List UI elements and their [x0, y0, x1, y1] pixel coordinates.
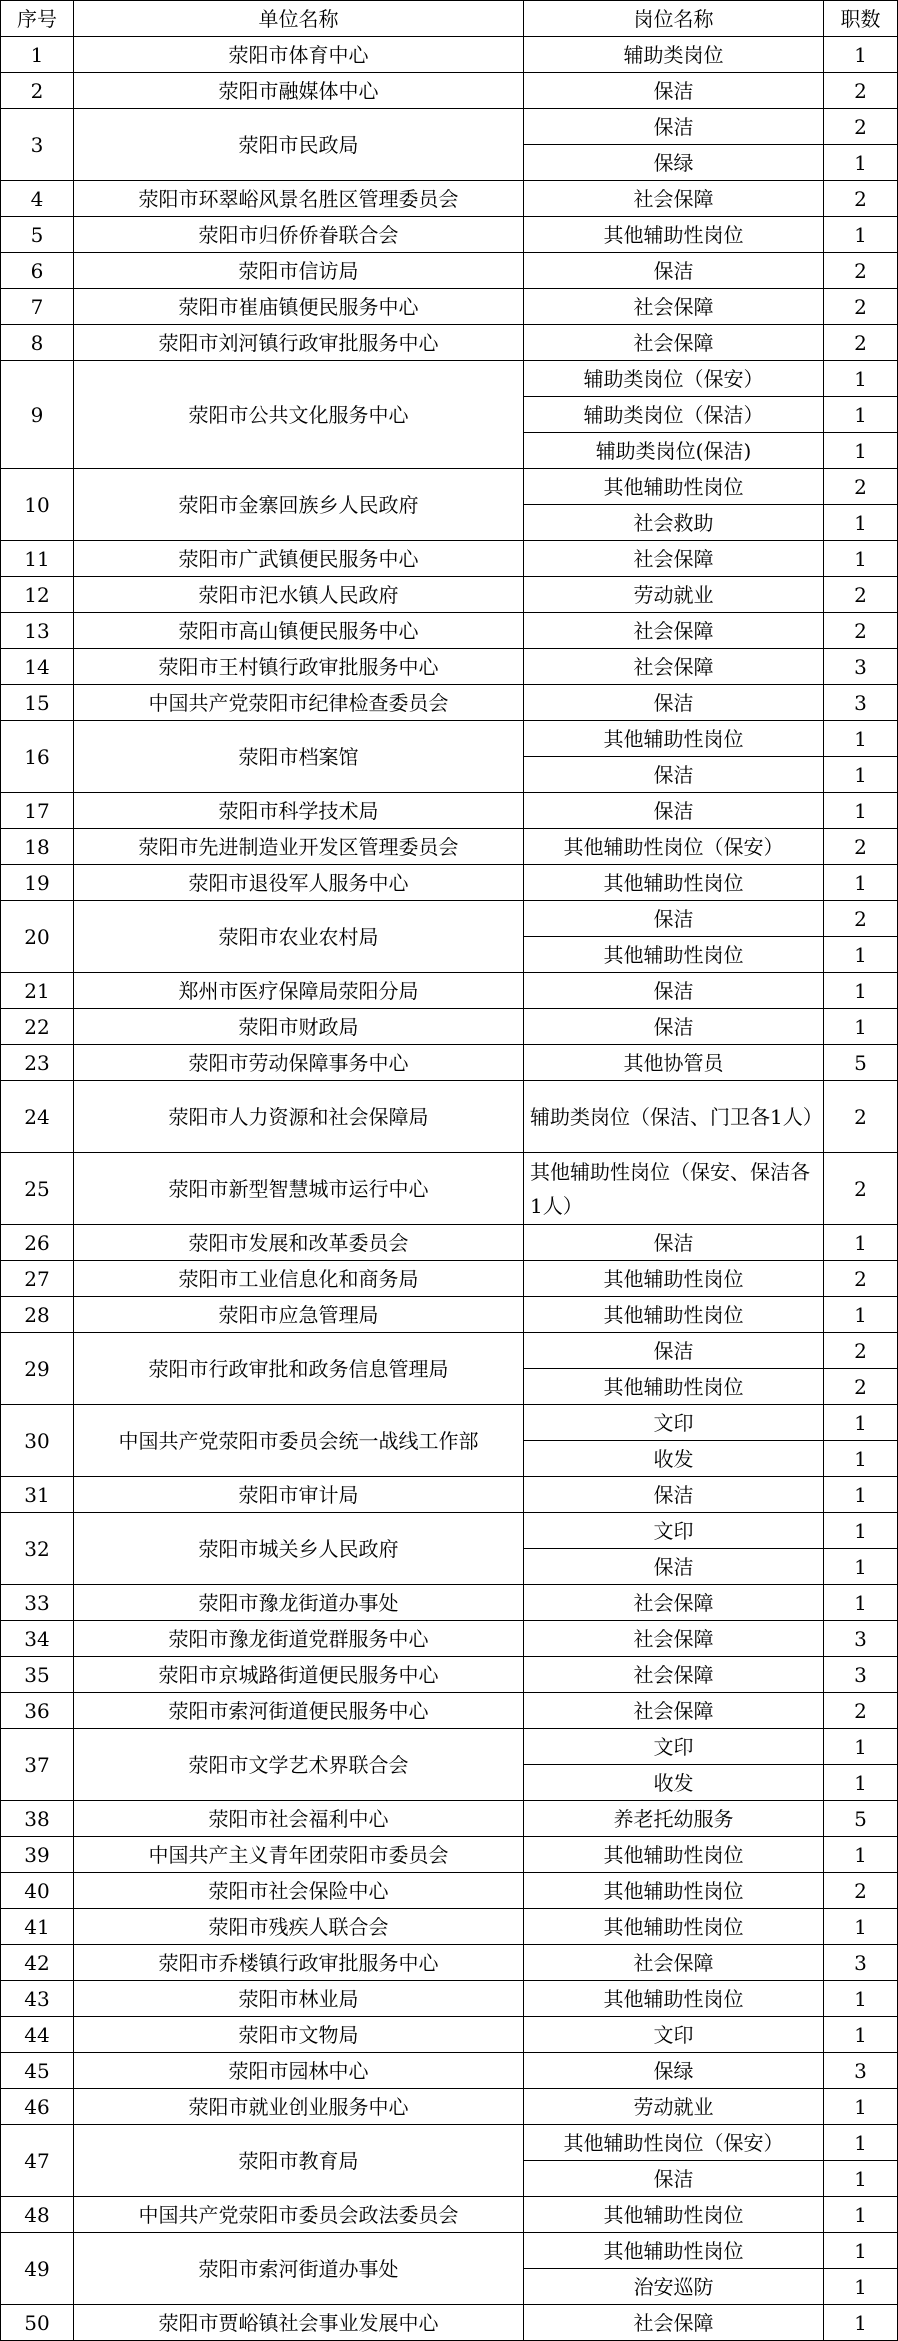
post-count: 1: [824, 1765, 898, 1801]
post-name: 文印: [524, 1729, 824, 1765]
unit-name: 荥阳市农业农村局: [74, 901, 524, 973]
post-count: 2: [824, 1261, 898, 1297]
unit-name: 荥阳市崔庙镇便民服务中心: [74, 289, 524, 325]
unit-name: 荥阳市发展和改革委员会: [74, 1225, 524, 1261]
table-row: [1, 2197, 898, 2233]
unit-name: 荥阳市融媒体中心: [74, 73, 524, 109]
unit-name: 荥阳市王村镇行政审批服务中心: [74, 649, 524, 685]
unit-name: 荥阳市档案馆: [74, 721, 524, 793]
post-name: 其他辅助性岗位: [524, 469, 824, 505]
unit-name: 荥阳市豫龙街道党群服务中心: [74, 1621, 524, 1657]
unit-name: 荥阳市乔楼镇行政审批服务中心: [74, 1945, 524, 1981]
table-row: [1, 1729, 898, 1765]
post-name: 辅助类岗位(保洁): [524, 433, 824, 469]
post-name: 社会保障: [524, 181, 824, 217]
row-number: 23: [1, 1045, 74, 1081]
table-row: [1, 2053, 898, 2089]
post-count: 3: [824, 2053, 898, 2089]
post-count: 1: [824, 217, 898, 253]
table-row: [1, 793, 898, 829]
post-count: 2: [824, 901, 898, 937]
unit-name: 荥阳市归侨侨眷联合会: [74, 217, 524, 253]
row-number: 37: [1, 1729, 74, 1801]
table-row: [1, 2017, 898, 2053]
post-count: 3: [824, 1657, 898, 1693]
row-number: 12: [1, 577, 74, 613]
table-row: [1, 1333, 898, 1369]
table-row: [1, 2305, 898, 2341]
table-row: [1, 1405, 898, 1441]
post-name: 社会保障: [524, 1693, 824, 1729]
post-name: 社会保障: [524, 325, 824, 361]
unit-name: 荥阳市退役军人服务中心: [74, 865, 524, 901]
post-name: 保洁: [524, 1009, 824, 1045]
post-count: 1: [824, 1405, 898, 1441]
post-count: 3: [824, 649, 898, 685]
unit-name: 荥阳市先进制造业开发区管理委员会: [74, 829, 524, 865]
post-name: 保洁: [524, 685, 824, 721]
post-count: 1: [824, 2305, 898, 2341]
header-post: 岗位名称: [524, 1, 824, 37]
post-name: 其他辅助性岗位: [524, 1981, 824, 2017]
post-name: 文印: [524, 2017, 824, 2053]
post-name: 其他辅助性岗位: [524, 1909, 824, 1945]
post-count: 2: [824, 829, 898, 865]
unit-name: 中国共产党荥阳市委员会政法委员会: [74, 2197, 524, 2233]
post-name: 其他辅助性岗位: [524, 2197, 824, 2233]
post-name: 其他辅助性岗位（保安）: [524, 829, 824, 865]
table-row: [1, 469, 898, 505]
post-name: 文印: [524, 1513, 824, 1549]
post-name: 其他辅助性岗位（保安、保洁各1人）: [524, 1153, 824, 1225]
row-number: 7: [1, 289, 74, 325]
post-name: 辅助类岗位（保洁、门卫各1人）: [524, 1081, 824, 1153]
row-number: 14: [1, 649, 74, 685]
row-number: 19: [1, 865, 74, 901]
unit-name: 荥阳市索河街道办事处: [74, 2233, 524, 2305]
post-name: 社会保障: [524, 649, 824, 685]
post-count: 2: [824, 1081, 898, 1153]
unit-name: 荥阳市劳动保障事务中心: [74, 1045, 524, 1081]
header-unit: 单位名称: [74, 1, 524, 37]
post-count: 2: [824, 1369, 898, 1405]
row-number: 11: [1, 541, 74, 577]
unit-name: 荥阳市索河街道便民服务中心: [74, 1693, 524, 1729]
unit-name: 荥阳市就业创业服务中心: [74, 2089, 524, 2125]
post-count: 2: [824, 613, 898, 649]
row-number: 32: [1, 1513, 74, 1585]
post-name: 社会保障: [524, 613, 824, 649]
post-count: 1: [824, 973, 898, 1009]
row-number: 45: [1, 2053, 74, 2089]
row-number: 4: [1, 181, 74, 217]
post-count: 2: [824, 1333, 898, 1369]
table-row: [1, 1837, 898, 1873]
unit-name: 荥阳市豫龙街道办事处: [74, 1585, 524, 1621]
table-row: [1, 361, 898, 397]
post-name: 劳动就业: [524, 2089, 824, 2125]
post-count: 2: [824, 577, 898, 613]
post-count: 1: [824, 1981, 898, 2017]
post-name: 辅助类岗位（保安）: [524, 361, 824, 397]
post-name: 保洁: [524, 253, 824, 289]
post-name: 其他辅助性岗位: [524, 1297, 824, 1333]
row-number: 8: [1, 325, 74, 361]
unit-name: 荥阳市审计局: [74, 1477, 524, 1513]
post-count: 1: [824, 865, 898, 901]
post-name: 其他辅助性岗位: [524, 865, 824, 901]
post-count: 2: [824, 469, 898, 505]
post-name: 治安巡防: [524, 2269, 824, 2305]
post-count: 1: [824, 361, 898, 397]
post-name: 保洁: [524, 793, 824, 829]
post-count: 1: [824, 2233, 898, 2269]
post-count: 1: [824, 1837, 898, 1873]
post-count: 2: [824, 181, 898, 217]
post-name: 社会救助: [524, 505, 824, 541]
row-number: 1: [1, 37, 74, 73]
post-count: 1: [824, 541, 898, 577]
post-count: 1: [824, 937, 898, 973]
post-name: 其他辅助性岗位: [524, 2233, 824, 2269]
row-number: 46: [1, 2089, 74, 2125]
post-name: 收发: [524, 1441, 824, 1477]
table-row: [1, 217, 898, 253]
table-row: [1, 541, 898, 577]
header-row: [1, 1, 898, 37]
row-number: 28: [1, 1297, 74, 1333]
post-count: 1: [824, 1585, 898, 1621]
post-count: 1: [824, 2125, 898, 2161]
post-name: 保洁: [524, 73, 824, 109]
unit-name: 荥阳市贾峪镇社会事业发展中心: [74, 2305, 524, 2341]
unit-name: 荥阳市信访局: [74, 253, 524, 289]
post-name: 保洁: [524, 1333, 824, 1369]
post-count: 1: [824, 2017, 898, 2053]
table-row: [1, 1657, 898, 1693]
unit-name: 荥阳市科学技术局: [74, 793, 524, 829]
post-name: 辅助类岗位（保洁）: [524, 397, 824, 433]
table-row: [1, 289, 898, 325]
post-name: 保洁: [524, 1549, 824, 1585]
unit-name: 荥阳市体育中心: [74, 37, 524, 73]
table-row: [1, 721, 898, 757]
row-number: 47: [1, 2125, 74, 2197]
post-name: 其他辅助性岗位: [524, 1837, 824, 1873]
unit-name: 荥阳市公共文化服务中心: [74, 361, 524, 469]
row-number: 44: [1, 2017, 74, 2053]
table-row: [1, 1873, 898, 1909]
table-row: [1, 2125, 898, 2161]
table-row: [1, 1585, 898, 1621]
table-row: [1, 1225, 898, 1261]
post-count: 3: [824, 1621, 898, 1657]
row-number: 13: [1, 613, 74, 649]
table-row: [1, 1801, 898, 1837]
post-count: 1: [824, 1909, 898, 1945]
row-number: 50: [1, 2305, 74, 2341]
post-name: 社会保障: [524, 541, 824, 577]
unit-name: 中国共产主义青年团荥阳市委员会: [74, 1837, 524, 1873]
row-number: 15: [1, 685, 74, 721]
table-row: [1, 973, 898, 1009]
row-number: 30: [1, 1405, 74, 1477]
post-count: 1: [824, 37, 898, 73]
post-count: 1: [824, 1297, 898, 1333]
post-name: 辅助类岗位: [524, 37, 824, 73]
post-name: 社会保障: [524, 1945, 824, 1981]
row-number: 17: [1, 793, 74, 829]
row-number: 38: [1, 1801, 74, 1837]
row-number: 3: [1, 109, 74, 181]
post-count: 2: [824, 1153, 898, 1225]
row-number: 9: [1, 361, 74, 469]
post-name: 社会保障: [524, 1621, 824, 1657]
post-count: 2: [824, 73, 898, 109]
post-name: 保洁: [524, 2161, 824, 2197]
table-row: [1, 1009, 898, 1045]
table-row: [1, 1477, 898, 1513]
unit-name: 荥阳市金寨回族乡人民政府: [74, 469, 524, 541]
row-number: 18: [1, 829, 74, 865]
post-count: 1: [824, 793, 898, 829]
post-count: 1: [824, 2089, 898, 2125]
table-row: [1, 1297, 898, 1333]
row-number: 10: [1, 469, 74, 541]
post-count: 5: [824, 1045, 898, 1081]
unit-name: 荥阳市文物局: [74, 2017, 524, 2053]
post-count: 2: [824, 1873, 898, 1909]
row-number: 40: [1, 1873, 74, 1909]
row-number: 48: [1, 2197, 74, 2233]
row-number: 34: [1, 1621, 74, 1657]
unit-name: 荥阳市民政局: [74, 109, 524, 181]
table-row: [1, 1981, 898, 2017]
post-count: 1: [824, 397, 898, 433]
post-count: 2: [824, 325, 898, 361]
unit-name: 荥阳市人力资源和社会保障局: [74, 1081, 524, 1153]
table-row: [1, 1081, 898, 1153]
table-row: [1, 829, 898, 865]
unit-name: 荥阳市京城路街道便民服务中心: [74, 1657, 524, 1693]
post-name: 保洁: [524, 901, 824, 937]
table-row: [1, 1621, 898, 1657]
post-name: 社会保障: [524, 1585, 824, 1621]
table-row: [1, 1909, 898, 1945]
unit-name: 荥阳市残疾人联合会: [74, 1909, 524, 1945]
unit-name: 荥阳市城关乡人民政府: [74, 1513, 524, 1585]
post-count: 1: [824, 757, 898, 793]
table-row: [1, 2233, 898, 2269]
post-count: 1: [824, 505, 898, 541]
table-row: [1, 613, 898, 649]
unit-name: 郑州市医疗保障局荥阳分局: [74, 973, 524, 1009]
table-row: [1, 1693, 898, 1729]
row-number: 29: [1, 1333, 74, 1405]
row-number: 21: [1, 973, 74, 1009]
unit-name: 荥阳市社会保险中心: [74, 1873, 524, 1909]
post-name: 劳动就业: [524, 577, 824, 613]
row-number: 6: [1, 253, 74, 289]
post-count: 3: [824, 1945, 898, 1981]
post-count: 1: [824, 145, 898, 181]
post-count: 1: [824, 433, 898, 469]
row-number: 5: [1, 217, 74, 253]
post-name: 其他协管员: [524, 1045, 824, 1081]
post-count: 1: [824, 1513, 898, 1549]
table-row: [1, 1261, 898, 1297]
row-number: 20: [1, 901, 74, 973]
unit-name: 荥阳市文学艺术界联合会: [74, 1729, 524, 1801]
post-name: 其他辅助性岗位: [524, 937, 824, 973]
post-count: 1: [824, 1225, 898, 1261]
post-name: 保洁: [524, 757, 824, 793]
unit-name: 荥阳市行政审批和政务信息管理局: [74, 1333, 524, 1405]
table-row: [1, 1153, 898, 1225]
post-count: 1: [824, 2269, 898, 2305]
table-row: [1, 109, 898, 145]
unit-name: 荥阳市财政局: [74, 1009, 524, 1045]
row-number: 49: [1, 2233, 74, 2305]
table-row: [1, 685, 898, 721]
post-count: 2: [824, 253, 898, 289]
header-count: 职数: [824, 1, 898, 37]
table-row: [1, 865, 898, 901]
post-count: 3: [824, 685, 898, 721]
post-count: 2: [824, 289, 898, 325]
unit-name: 荥阳市新型智慧城市运行中心: [74, 1153, 524, 1225]
table-row: [1, 901, 898, 937]
post-name: 其他辅助性岗位: [524, 1369, 824, 1405]
table-body: [1, 37, 898, 2341]
post-count: 2: [824, 1693, 898, 1729]
row-number: 39: [1, 1837, 74, 1873]
post-name: 社会保障: [524, 1657, 824, 1693]
post-name: 其他辅助性岗位: [524, 217, 824, 253]
post-name: 其他辅助性岗位（保安）: [524, 2125, 824, 2161]
post-name: 收发: [524, 1765, 824, 1801]
post-count: 2: [824, 109, 898, 145]
row-number: 26: [1, 1225, 74, 1261]
unit-name: 中国共产党荥阳市纪律检查委员会: [74, 685, 524, 721]
post-count: 1: [824, 1441, 898, 1477]
unit-name: 荥阳市园林中心: [74, 2053, 524, 2089]
post-count: 1: [824, 721, 898, 757]
table-row: [1, 1945, 898, 1981]
post-name: 保洁: [524, 973, 824, 1009]
header-no: 序号: [1, 1, 74, 37]
post-name: 其他辅助性岗位: [524, 1261, 824, 1297]
unit-name: 荥阳市社会福利中心: [74, 1801, 524, 1837]
row-number: 2: [1, 73, 74, 109]
post-count: 1: [824, 1477, 898, 1513]
post-name: 保洁: [524, 1225, 824, 1261]
post-name: 保洁: [524, 1477, 824, 1513]
unit-name: 荥阳市高山镇便民服务中心: [74, 613, 524, 649]
row-number: 36: [1, 1693, 74, 1729]
row-number: 33: [1, 1585, 74, 1621]
post-name: 社会保障: [524, 2305, 824, 2341]
unit-name: 荥阳市教育局: [74, 2125, 524, 2197]
row-number: 42: [1, 1945, 74, 1981]
unit-name: 荥阳市刘河镇行政审批服务中心: [74, 325, 524, 361]
row-number: 43: [1, 1981, 74, 2017]
unit-name: 中国共产党荥阳市委员会统一战线工作部: [74, 1405, 524, 1477]
post-name: 保洁: [524, 109, 824, 145]
unit-name: 荥阳市应急管理局: [74, 1297, 524, 1333]
post-name: 保绿: [524, 145, 824, 181]
unit-name: 荥阳市工业信息化和商务局: [74, 1261, 524, 1297]
table-row: [1, 325, 898, 361]
table-row: [1, 73, 898, 109]
table-row: [1, 2089, 898, 2125]
row-number: 35: [1, 1657, 74, 1693]
post-name: 其他辅助性岗位: [524, 721, 824, 757]
table-row: [1, 577, 898, 613]
post-count: 1: [824, 2197, 898, 2233]
table-row: [1, 1045, 898, 1081]
row-number: 22: [1, 1009, 74, 1045]
post-count: 1: [824, 2161, 898, 2197]
post-count: 1: [824, 1549, 898, 1585]
post-count: 1: [824, 1009, 898, 1045]
row-number: 25: [1, 1153, 74, 1225]
post-count: 1: [824, 1729, 898, 1765]
post-name: 文印: [524, 1405, 824, 1441]
table-row: [1, 181, 898, 217]
row-number: 31: [1, 1477, 74, 1513]
table-row: [1, 1513, 898, 1549]
unit-name: 荥阳市环翠峪风景名胜区管理委员会: [74, 181, 524, 217]
table-row: [1, 253, 898, 289]
row-number: 16: [1, 721, 74, 793]
post-name: 其他辅助性岗位: [524, 1873, 824, 1909]
unit-name: 荥阳市广武镇便民服务中心: [74, 541, 524, 577]
table-row: [1, 37, 898, 73]
unit-name: 荥阳市汜水镇人民政府: [74, 577, 524, 613]
post-name: 保绿: [524, 2053, 824, 2089]
row-number: 27: [1, 1261, 74, 1297]
post-count: 5: [824, 1801, 898, 1837]
row-number: 24: [1, 1081, 74, 1153]
post-name: 养老托幼服务: [524, 1801, 824, 1837]
table-row: [1, 649, 898, 685]
row-number: 41: [1, 1909, 74, 1945]
post-name: 社会保障: [524, 289, 824, 325]
unit-name: 荥阳市林业局: [74, 1981, 524, 2017]
